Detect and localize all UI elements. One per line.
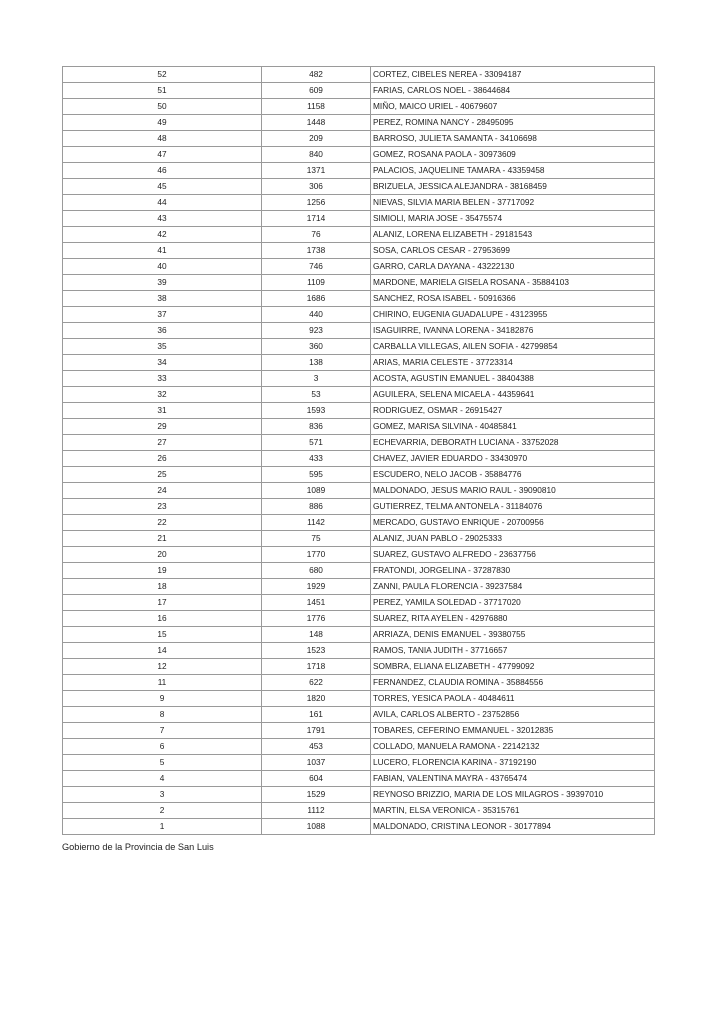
number-cell: 1109 bbox=[262, 275, 371, 291]
number-cell: 1142 bbox=[262, 515, 371, 531]
table-row bbox=[63, 563, 655, 579]
name-cell: MARDONE, MARIELA GISELA ROSANA - 35884103 bbox=[371, 275, 655, 291]
number-cell: 306 bbox=[262, 179, 371, 195]
name-cell: RODRIGUEZ, OSMAR - 26915427 bbox=[371, 403, 655, 419]
number-cell: 1112 bbox=[262, 803, 371, 819]
table-row bbox=[63, 355, 655, 371]
number-cell: 840 bbox=[262, 147, 371, 163]
number-cell: 1523 bbox=[262, 643, 371, 659]
order-cell: 34 bbox=[63, 355, 262, 371]
number-cell: 1256 bbox=[262, 195, 371, 211]
table-row bbox=[63, 291, 655, 307]
name-cell: LUCERO, FLORENCIA KARINA - 37192190 bbox=[371, 755, 655, 771]
name-cell: AVILA, CARLOS ALBERTO - 23752856 bbox=[371, 707, 655, 723]
table-row bbox=[63, 99, 655, 115]
order-cell: 39 bbox=[63, 275, 262, 291]
name-cell: COLLADO, MANUELA RAMONA - 22142132 bbox=[371, 739, 655, 755]
results-table bbox=[62, 66, 655, 835]
name-cell: PEREZ, YAMILA SOLEDAD - 37717020 bbox=[371, 595, 655, 611]
name-cell: MALDONADO, JESUS MARIO RAUL - 39090810 bbox=[371, 483, 655, 499]
table-row bbox=[63, 67, 655, 83]
name-cell: PALACIOS, JAQUELINE TAMARA - 43359458 bbox=[371, 163, 655, 179]
number-cell: 1714 bbox=[262, 211, 371, 227]
order-cell: 25 bbox=[63, 467, 262, 483]
number-cell: 1371 bbox=[262, 163, 371, 179]
number-cell: 1820 bbox=[262, 691, 371, 707]
number-cell: 1451 bbox=[262, 595, 371, 611]
number-cell: 482 bbox=[262, 67, 371, 83]
name-cell: REYNOSO BRIZZIO, MARIA DE LOS MILAGROS - 39397010 bbox=[371, 787, 655, 803]
order-cell: 15 bbox=[63, 627, 262, 643]
name-cell: BRIZUELA, JESSICA ALEJANDRA - 38168459 bbox=[371, 179, 655, 195]
table-row bbox=[63, 771, 655, 787]
number-cell: 746 bbox=[262, 259, 371, 275]
number-cell: 1529 bbox=[262, 787, 371, 803]
order-cell: 21 bbox=[63, 531, 262, 547]
table-row bbox=[63, 323, 655, 339]
number-cell: 571 bbox=[262, 435, 371, 451]
order-cell: 22 bbox=[63, 515, 262, 531]
number-cell: 1738 bbox=[262, 243, 371, 259]
table-row bbox=[63, 371, 655, 387]
name-cell: RAMOS, TANIA JUDITH - 37716657 bbox=[371, 643, 655, 659]
order-cell: 16 bbox=[63, 611, 262, 627]
table-row bbox=[63, 819, 655, 835]
number-cell: 1088 bbox=[262, 819, 371, 835]
table-row bbox=[63, 547, 655, 563]
name-cell: NIEVAS, SILVIA MARIA BELEN - 37717092 bbox=[371, 195, 655, 211]
number-cell: 836 bbox=[262, 419, 371, 435]
order-cell: 19 bbox=[63, 563, 262, 579]
table-row bbox=[63, 643, 655, 659]
table-row bbox=[63, 211, 655, 227]
number-cell: 1686 bbox=[262, 291, 371, 307]
name-cell: CHAVEZ, JAVIER EDUARDO - 33430970 bbox=[371, 451, 655, 467]
name-cell: FARIAS, CARLOS NOEL - 38644684 bbox=[371, 83, 655, 99]
table-row bbox=[63, 451, 655, 467]
table-row bbox=[63, 307, 655, 323]
order-cell: 44 bbox=[63, 195, 262, 211]
name-cell: GOMEZ, ROSANA PAOLA - 30973609 bbox=[371, 147, 655, 163]
name-cell: FRATONDI, JORGELINA - 37287830 bbox=[371, 563, 655, 579]
number-cell: 1448 bbox=[262, 115, 371, 131]
number-cell: 1929 bbox=[262, 579, 371, 595]
number-cell: 886 bbox=[262, 499, 371, 515]
name-cell: ZANNI, PAULA FLORENCIA - 39237584 bbox=[371, 579, 655, 595]
number-cell: 1776 bbox=[262, 611, 371, 627]
order-cell: 49 bbox=[63, 115, 262, 131]
number-cell: 923 bbox=[262, 323, 371, 339]
table-row bbox=[63, 83, 655, 99]
number-cell: 440 bbox=[262, 307, 371, 323]
number-cell: 138 bbox=[262, 355, 371, 371]
order-cell: 52 bbox=[63, 67, 262, 83]
order-cell: 12 bbox=[63, 659, 262, 675]
number-cell: 1791 bbox=[262, 723, 371, 739]
order-cell: 26 bbox=[63, 451, 262, 467]
order-cell: 9 bbox=[63, 691, 262, 707]
table-row bbox=[63, 531, 655, 547]
table-row bbox=[63, 803, 655, 819]
table-row bbox=[63, 195, 655, 211]
table-row bbox=[63, 339, 655, 355]
order-cell: 40 bbox=[63, 259, 262, 275]
table-row bbox=[63, 675, 655, 691]
name-cell: CARBALLA VILLEGAS, AILEN SOFIA - 42799854 bbox=[371, 339, 655, 355]
number-cell: 1593 bbox=[262, 403, 371, 419]
name-cell: AGUILERA, SELENA MICAELA - 44359641 bbox=[371, 387, 655, 403]
name-cell: ALANIZ, JUAN PABLO - 29025333 bbox=[371, 531, 655, 547]
name-cell: ACOSTA, AGUSTIN EMANUEL - 38404388 bbox=[371, 371, 655, 387]
order-cell: 41 bbox=[63, 243, 262, 259]
table-row bbox=[63, 707, 655, 723]
order-cell: 32 bbox=[63, 387, 262, 403]
order-cell: 23 bbox=[63, 499, 262, 515]
name-cell: PEREZ, ROMINA NANCY - 28495095 bbox=[371, 115, 655, 131]
order-cell: 27 bbox=[63, 435, 262, 451]
footer-text: Gobierno de la Provincia de San Luis bbox=[62, 842, 214, 852]
name-cell: SIMIOLI, MARIA JOSE - 35475574 bbox=[371, 211, 655, 227]
name-cell: CORTEZ, CIBELES NEREA - 33094187 bbox=[371, 67, 655, 83]
number-cell: 76 bbox=[262, 227, 371, 243]
table-row bbox=[63, 611, 655, 627]
number-cell: 1718 bbox=[262, 659, 371, 675]
table-row bbox=[63, 179, 655, 195]
order-cell: 45 bbox=[63, 179, 262, 195]
order-cell: 7 bbox=[63, 723, 262, 739]
order-cell: 33 bbox=[63, 371, 262, 387]
order-cell: 31 bbox=[63, 403, 262, 419]
number-cell: 433 bbox=[262, 451, 371, 467]
table-row bbox=[63, 787, 655, 803]
order-cell: 35 bbox=[63, 339, 262, 355]
table-row bbox=[63, 163, 655, 179]
table-row bbox=[63, 419, 655, 435]
table-row bbox=[63, 499, 655, 515]
order-cell: 51 bbox=[63, 83, 262, 99]
name-cell: MARTIN, ELSA VERONICA - 35315761 bbox=[371, 803, 655, 819]
table-row bbox=[63, 403, 655, 419]
order-cell: 24 bbox=[63, 483, 262, 499]
table-row bbox=[63, 387, 655, 403]
name-cell: FERNANDEZ, CLAUDIA ROMINA - 35884556 bbox=[371, 675, 655, 691]
order-cell: 2 bbox=[63, 803, 262, 819]
order-cell: 42 bbox=[63, 227, 262, 243]
order-cell: 43 bbox=[63, 211, 262, 227]
order-cell: 47 bbox=[63, 147, 262, 163]
name-cell: GUTIERREZ, TELMA ANTONELA - 31184076 bbox=[371, 499, 655, 515]
table-row bbox=[63, 147, 655, 163]
number-cell: 53 bbox=[262, 387, 371, 403]
name-cell: SANCHEZ, ROSA ISABEL - 50916366 bbox=[371, 291, 655, 307]
number-cell: 609 bbox=[262, 83, 371, 99]
number-cell: 595 bbox=[262, 467, 371, 483]
number-cell: 680 bbox=[262, 563, 371, 579]
name-cell: SUAREZ, RITA AYELEN - 42976880 bbox=[371, 611, 655, 627]
table-row bbox=[63, 755, 655, 771]
name-cell: SOSA, CARLOS CESAR - 27953699 bbox=[371, 243, 655, 259]
table-row bbox=[63, 435, 655, 451]
number-cell: 604 bbox=[262, 771, 371, 787]
order-cell: 18 bbox=[63, 579, 262, 595]
name-cell: ISAGUIRRE, IVANNA LORENA - 34182876 bbox=[371, 323, 655, 339]
number-cell: 622 bbox=[262, 675, 371, 691]
order-cell: 3 bbox=[63, 787, 262, 803]
table-row bbox=[63, 691, 655, 707]
table-row bbox=[63, 579, 655, 595]
table-row bbox=[63, 467, 655, 483]
number-cell: 209 bbox=[262, 131, 371, 147]
name-cell: ECHEVARRIA, DEBORATH LUCIANA - 33752028 bbox=[371, 435, 655, 451]
name-cell: GARRO, CARLA DAYANA - 43222130 bbox=[371, 259, 655, 275]
table-row bbox=[63, 483, 655, 499]
order-cell: 8 bbox=[63, 707, 262, 723]
name-cell: SUAREZ, GUSTAVO ALFREDO - 23637756 bbox=[371, 547, 655, 563]
table-row bbox=[63, 259, 655, 275]
name-cell: ARRIAZA, DENIS EMANUEL - 39380755 bbox=[371, 627, 655, 643]
order-cell: 5 bbox=[63, 755, 262, 771]
order-cell: 14 bbox=[63, 643, 262, 659]
order-cell: 36 bbox=[63, 323, 262, 339]
results-table-body bbox=[63, 67, 655, 835]
order-cell: 1 bbox=[63, 819, 262, 835]
number-cell: 1037 bbox=[262, 755, 371, 771]
number-cell: 1089 bbox=[262, 483, 371, 499]
name-cell: ALANIZ, LORENA ELIZABETH - 29181543 bbox=[371, 227, 655, 243]
order-cell: 17 bbox=[63, 595, 262, 611]
table-row bbox=[63, 243, 655, 259]
number-cell: 1770 bbox=[262, 547, 371, 563]
number-cell: 75 bbox=[262, 531, 371, 547]
table-row bbox=[63, 115, 655, 131]
name-cell: TORRES, YESICA PAOLA - 40484611 bbox=[371, 691, 655, 707]
order-cell: 20 bbox=[63, 547, 262, 563]
order-cell: 11 bbox=[63, 675, 262, 691]
name-cell: CHIRINO, EUGENIA GUADALUPE - 43123955 bbox=[371, 307, 655, 323]
name-cell: MALDONADO, CRISTINA LEONOR - 30177894 bbox=[371, 819, 655, 835]
order-cell: 38 bbox=[63, 291, 262, 307]
name-cell: ARIAS, MARIA CELESTE - 37723314 bbox=[371, 355, 655, 371]
order-cell: 29 bbox=[63, 419, 262, 435]
number-cell: 3 bbox=[262, 371, 371, 387]
name-cell: ESCUDERO, NELO JACOB - 35884776 bbox=[371, 467, 655, 483]
name-cell: BARROSO, JULIETA SAMANTA - 34106698 bbox=[371, 131, 655, 147]
name-cell: TOBARES, CEFERINO EMMANUEL - 32012835 bbox=[371, 723, 655, 739]
table-row bbox=[63, 131, 655, 147]
table-row bbox=[63, 723, 655, 739]
table-row bbox=[63, 227, 655, 243]
table-row bbox=[63, 659, 655, 675]
number-cell: 453 bbox=[262, 739, 371, 755]
table-row bbox=[63, 627, 655, 643]
number-cell: 1158 bbox=[262, 99, 371, 115]
order-cell: 48 bbox=[63, 131, 262, 147]
name-cell: FABIAN, VALENTINA MAYRA - 43765474 bbox=[371, 771, 655, 787]
table-row bbox=[63, 595, 655, 611]
table-row bbox=[63, 739, 655, 755]
name-cell: MERCADO, GUSTAVO ENRIQUE - 20700956 bbox=[371, 515, 655, 531]
table-row bbox=[63, 515, 655, 531]
name-cell: MIÑO, MAICO URIEL - 40679607 bbox=[371, 99, 655, 115]
order-cell: 37 bbox=[63, 307, 262, 323]
order-cell: 4 bbox=[63, 771, 262, 787]
order-cell: 50 bbox=[63, 99, 262, 115]
name-cell: GOMEZ, MARISA SILVINA - 40485841 bbox=[371, 419, 655, 435]
order-cell: 46 bbox=[63, 163, 262, 179]
table-row bbox=[63, 275, 655, 291]
number-cell: 148 bbox=[262, 627, 371, 643]
order-cell: 6 bbox=[63, 739, 262, 755]
number-cell: 360 bbox=[262, 339, 371, 355]
name-cell: SOMBRA, ELIANA ELIZABETH - 47799092 bbox=[371, 659, 655, 675]
number-cell: 161 bbox=[262, 707, 371, 723]
